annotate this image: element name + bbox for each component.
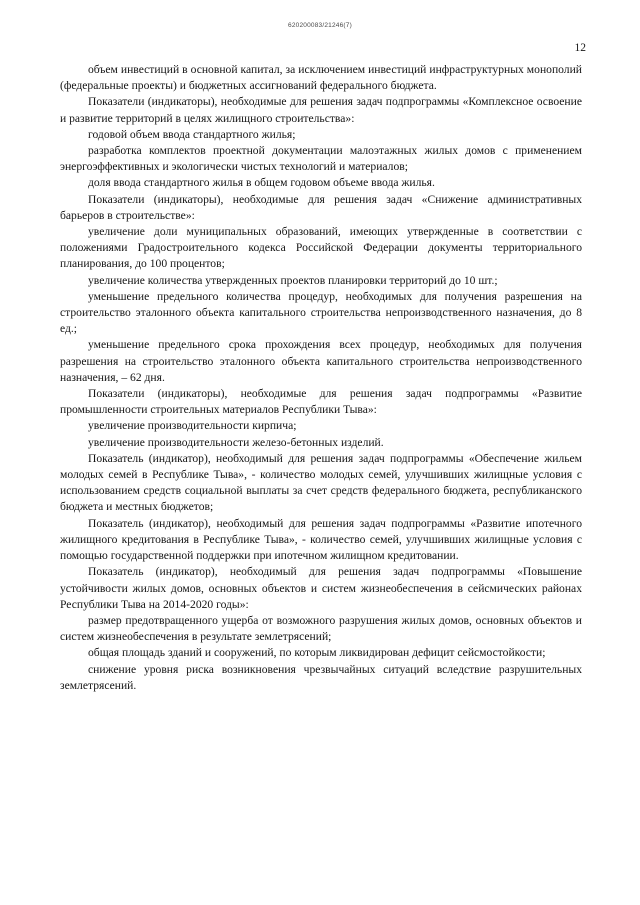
paragraph: уменьшение предельного срока прохождения всех процедур, необходимых для получения разрешения на строительство эталонного объекта капитального строительства непроизводственного назначения, – 62 дня.: [60, 338, 582, 384]
paragraph: Показатели (индикаторы), необходимые для решения задач подпрограммы «Комплексное освоение и развитие территорий в целях жилищного строительства»:: [60, 95, 582, 125]
paragraph: Показатель (индикатор), необходимый для решения задач подпрограммы «Повышение устойчивости жилых домов, основных объектов и систем жизнеобеспечения в сейсмических районах Республики Тыва на 2014-2020 годы»:: [60, 565, 582, 611]
paragraph: Показатель (индикатор), необходимый для решения задач подпрограммы «Развитие ипотечного жилищного кредитования в Республике Тыва», - количество семей, улучшивших жилищные условия с помощью государственной поддержки при ипотечном жилищном кредитовании.: [60, 516, 582, 563]
page-number: 12: [574, 42, 586, 54]
paragraph: объем инвестиций в основной капитал, за исключением инвестиций инфраструктурных монополий (федеральные проекты) и бюджетных ассигнований федерального бюджета.: [60, 63, 582, 93]
paragraph: Показатель (индикатор), необходимый для решения задач подпрограммы «Обеспечение жильем молодых семей в Республике Тыва», - количество молодых семей, улучшивших жилищные условия с использованием средств социальной выплаты за счет средств федерального бюджета, республиканского бюджета и местных бюджетов;: [60, 451, 582, 514]
paragraph: годовой объем ввода стандартного жилья;: [88, 127, 296, 141]
paragraph: увеличение производительности железо-бетонных изделий.: [88, 435, 384, 449]
paragraph: размер предотвращенного ущерба от возможного разрушения жилых домов, основных объектов и систем жизнеобеспечения в результате землетрясений;: [60, 613, 582, 644]
paragraph: снижение уровня риска возникновения чрезвычайных ситуаций вследствие разрушительных землетрясений.: [60, 662, 582, 692]
document-code: 620200083/21246(7): [288, 22, 352, 29]
paragraph: Показатели (индикаторы), необходимые для решения задач «Снижение административных барьеров в строительстве»:: [60, 192, 582, 222]
paragraph: Показатели (индикаторы), необходимые для решения задач подпрограммы «Развитие промышленности строительных материалов Республики Тыва»:: [60, 387, 582, 417]
paragraph: увеличение количества утвержденных проектов планировки территорий до 10 шт.;: [88, 273, 498, 287]
document-body: [60, 62, 582, 694]
paragraph: разработка комплектов проектной документации малоэтажных жилых домов с применением энергоэффективных и экологически чистых технологий и материалов;: [60, 144, 582, 174]
paragraph: увеличение производительности кирпича;: [88, 419, 297, 433]
paragraph: уменьшение предельного количества процедур, необходимых для получения разрешения на строительство эталонного объекта капитального строительства непроизводственного назначения, до 8 ед.;: [60, 289, 582, 336]
paragraph: общая площадь зданий и сооружений, по которым ликвидирован дефицит сейсмостойкости;: [88, 646, 546, 660]
paragraph: доля ввода стандартного жилья в общем годовом объеме ввода жилья.: [88, 176, 435, 190]
paragraph: увеличение доли муниципальных образований, имеющих утвержденные в соответствии с положениями Градостроительного кодекса Российской Федерации документы территориального планирования, до 100 процентов;: [60, 225, 582, 271]
